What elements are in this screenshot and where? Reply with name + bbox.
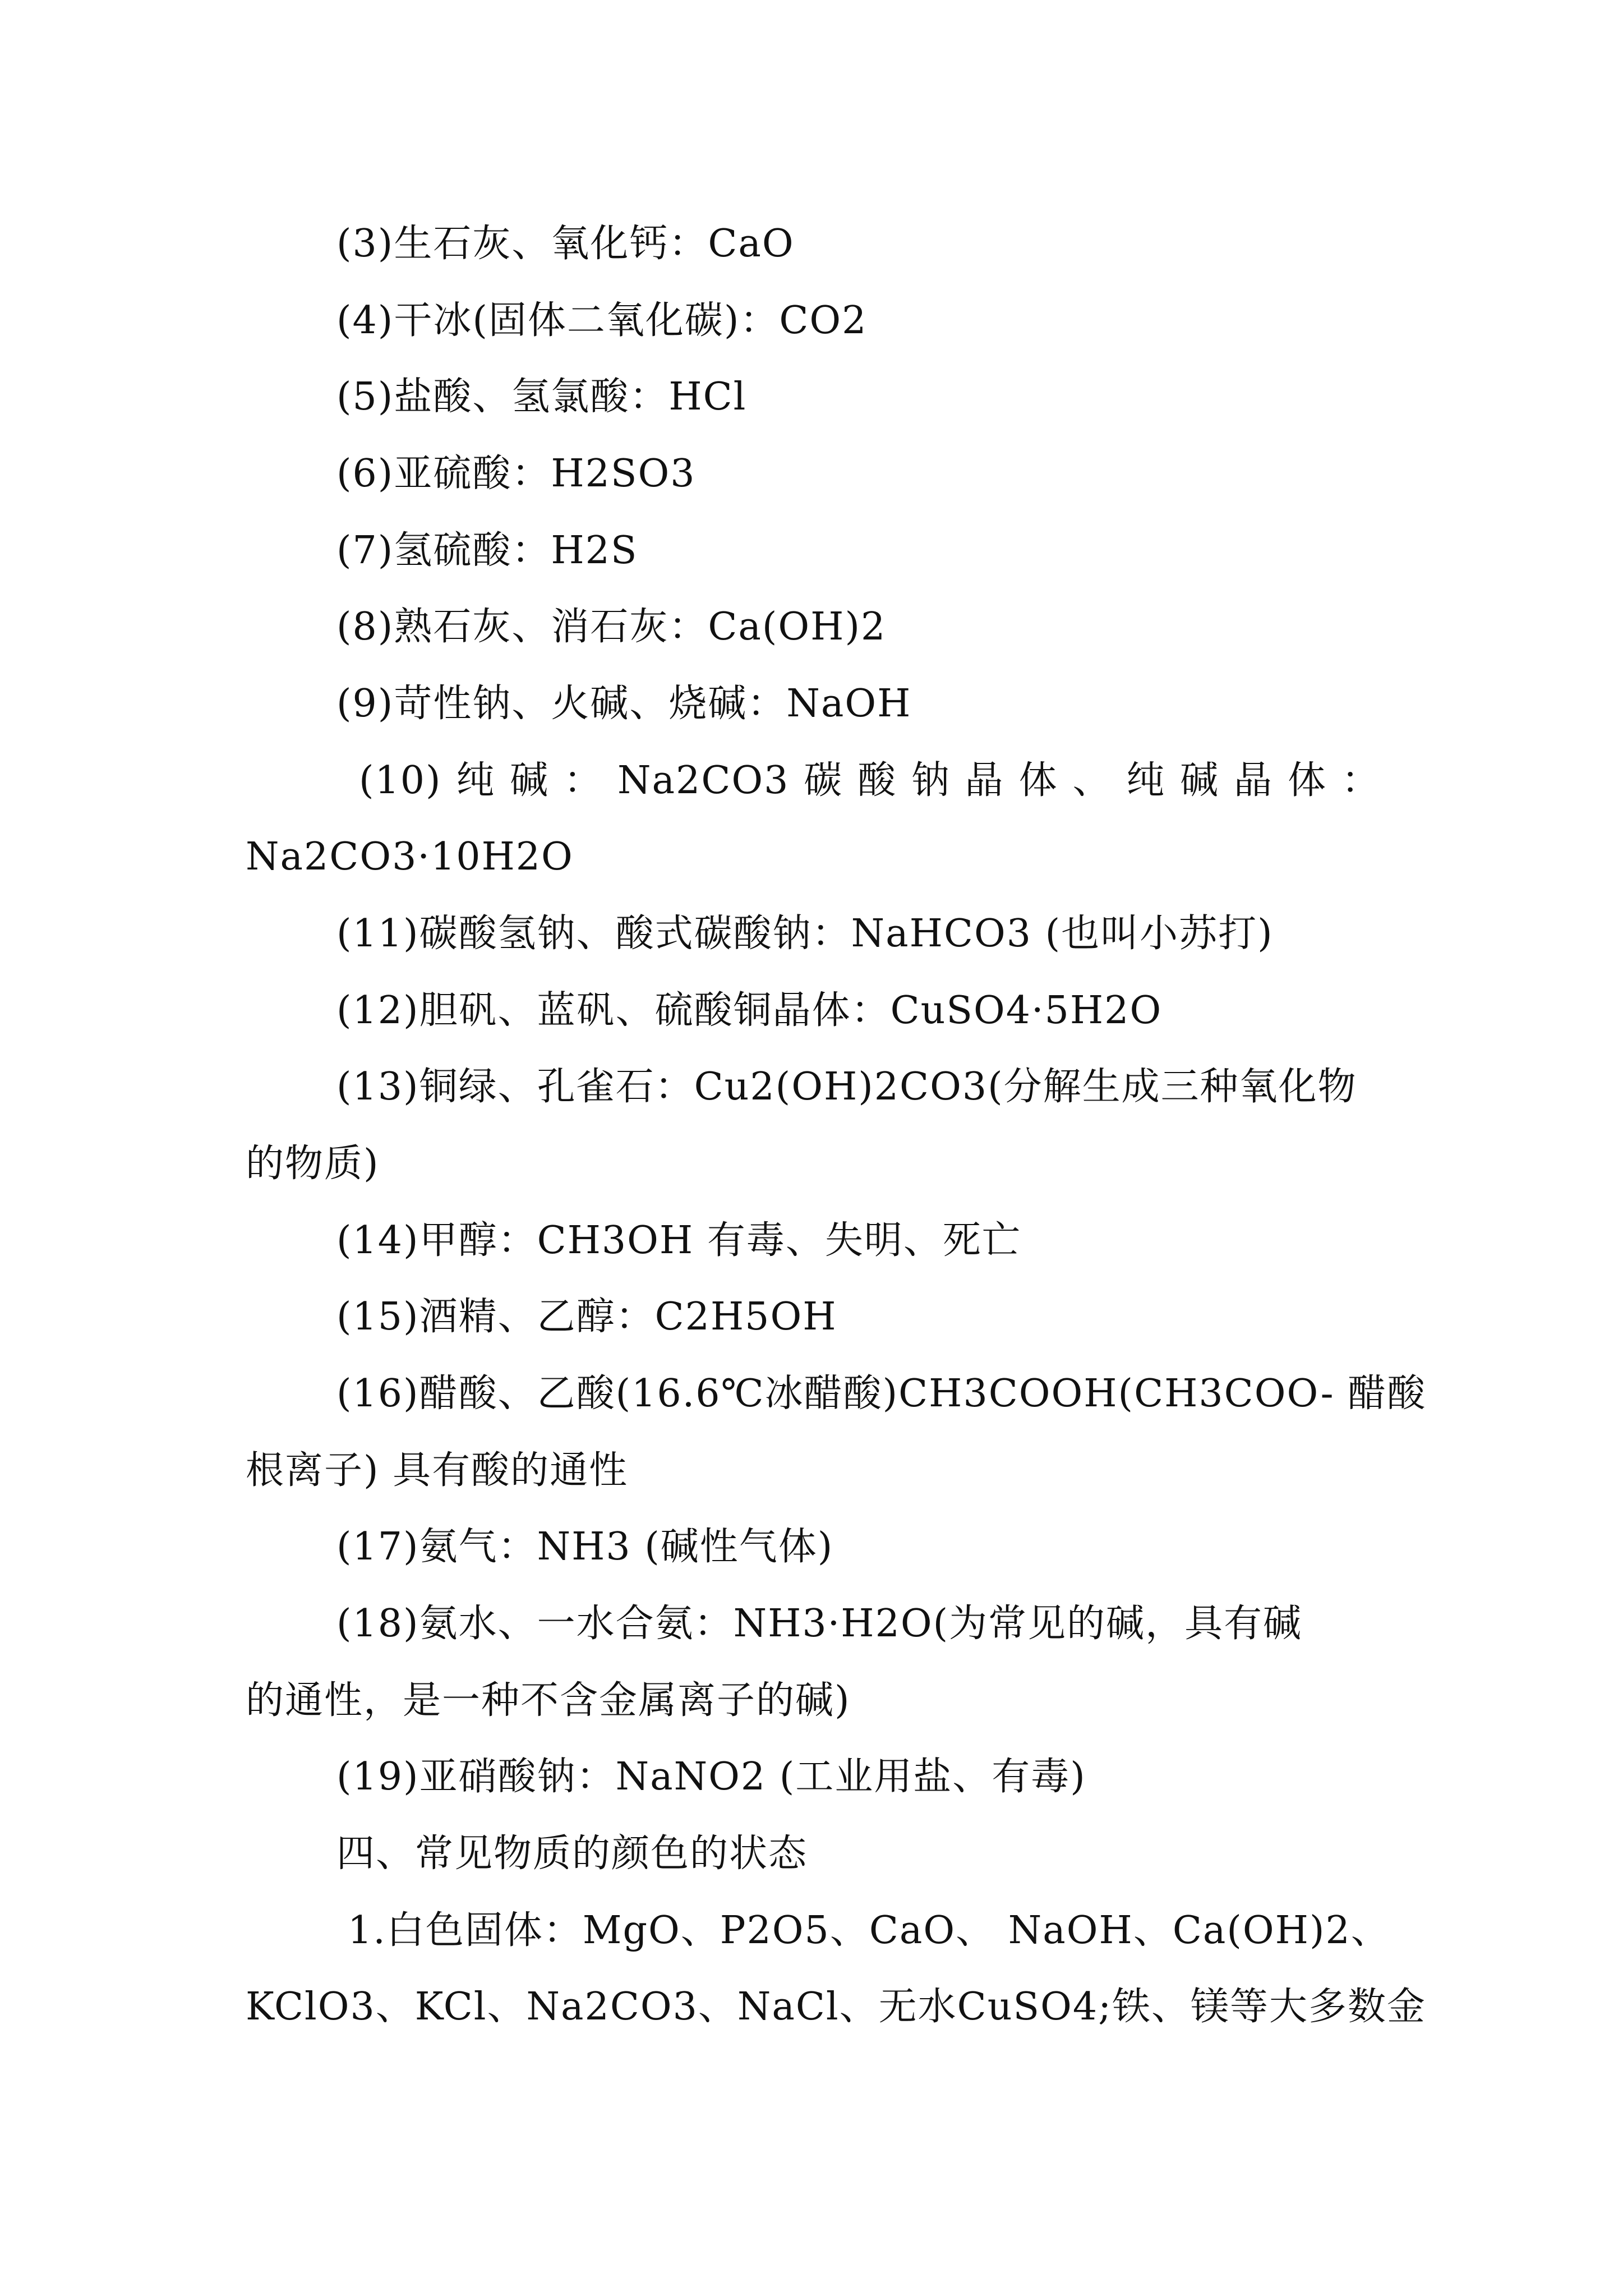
text-line-10-continuation: Na2CO3·10H2O xyxy=(246,835,574,879)
text-fragment: 纯 xyxy=(1126,758,1166,803)
text-line-6-sulfurous-acid: (6)亚硫酸：H2SO3 xyxy=(336,452,696,496)
text-line-17-ammonia: (17)氨气：NH3 (碱性气体) xyxy=(336,1525,834,1569)
text-fragment: 碱 xyxy=(1180,758,1220,803)
text-fragment: Na2CO3 xyxy=(617,758,790,803)
text-line-white-solids-continuation: KClO3、KCl、Na2CO3、NaCl、无水CuSO4;铁、镁等大多数金 xyxy=(246,1985,1427,2029)
text-fragment: 纯 xyxy=(456,758,496,803)
text-line-16-continuation: 根离子) 具有酸的通性 xyxy=(246,1448,629,1493)
text-fragment: 碳 xyxy=(804,758,843,803)
text-line-18-ammonia-water: (18)氨水、一水合氨：NH3·H2O(为常见的碱，具有碱 xyxy=(336,1602,1303,1646)
text-line-3-quicklime: (3)生石灰、氧化钙：CaO xyxy=(336,222,795,266)
text-line-10-soda-ash xyxy=(359,753,1381,809)
text-line-19-sodium-nitrite: (19)亚硝酸钠：NaNO2 (工业用盐、有毒) xyxy=(336,1755,1086,1799)
text-fragment: ： xyxy=(1341,758,1381,803)
text-fragment: 、 xyxy=(1072,758,1112,803)
text-line-16-acetic-acid: (16)醋酸、乙酸(16.6℃冰醋酸)CH3COOH(CH3COO- 醋酸 xyxy=(336,1372,1427,1416)
text-line-12-blue-vitriol: (12)胆矾、蓝矾、硫酸铜晶体：CuSO4·5H2O xyxy=(336,988,1163,1033)
text-line-4-dry-ice: (4)干冰(固体二氧化碳)：CO2 xyxy=(336,298,868,343)
text-line-9-caustic-soda: (9)苛性钠、火碱、烧碱：NaOH xyxy=(336,682,912,726)
text-fragment: 晶 xyxy=(1234,758,1274,803)
text-line-14-methanol: (14)甲醇：CH3OH 有毒、失明、死亡 xyxy=(336,1218,1021,1263)
text-line-5-hydrochloric-acid: (5)盐酸、氢氯酸：HCl xyxy=(336,375,747,419)
text-fragment: 钠 xyxy=(911,758,951,803)
text-line-18-continuation: 的通性，是一种不含金属离子的碱) xyxy=(246,1678,851,1723)
text-line-13-continuation: 的物质) xyxy=(246,1142,380,1186)
text-fragment: 碱 xyxy=(510,758,550,803)
text-fragment: 体 xyxy=(1287,758,1327,803)
text-line-7-hydrosulfuric-acid: (7)氢硫酸：H2S xyxy=(336,528,638,573)
text-line-8-slaked-lime: (8)熟石灰、消石灰：Ca(OH)2 xyxy=(336,605,887,649)
section-heading-colors-states: 四、常见物质的颜色的状态 xyxy=(336,1832,808,1876)
text-fragment: 体 xyxy=(1018,758,1058,803)
text-fragment: (10) xyxy=(359,758,442,803)
text-line-15-ethanol: (15)酒精、乙醇：C2H5OH xyxy=(336,1295,837,1339)
text-fragment: 酸 xyxy=(857,758,897,803)
text-fragment: ： xyxy=(564,758,603,803)
text-line-11-baking-soda: (11)碳酸氢钠、酸式碳酸钠：NaHCO3 (也叫小苏打) xyxy=(336,912,1274,956)
text-fragment: 晶 xyxy=(965,758,1004,803)
text-line-13-malachite: (13)铜绿、孔雀石：Cu2(OH)2CO3(分解生成三种氧化物 xyxy=(336,1065,1357,1109)
text-line-white-solids: 1.白色固体：MgO、P2O5、CaO、 NaOH、Ca(OH)2、 xyxy=(348,1908,1390,1953)
